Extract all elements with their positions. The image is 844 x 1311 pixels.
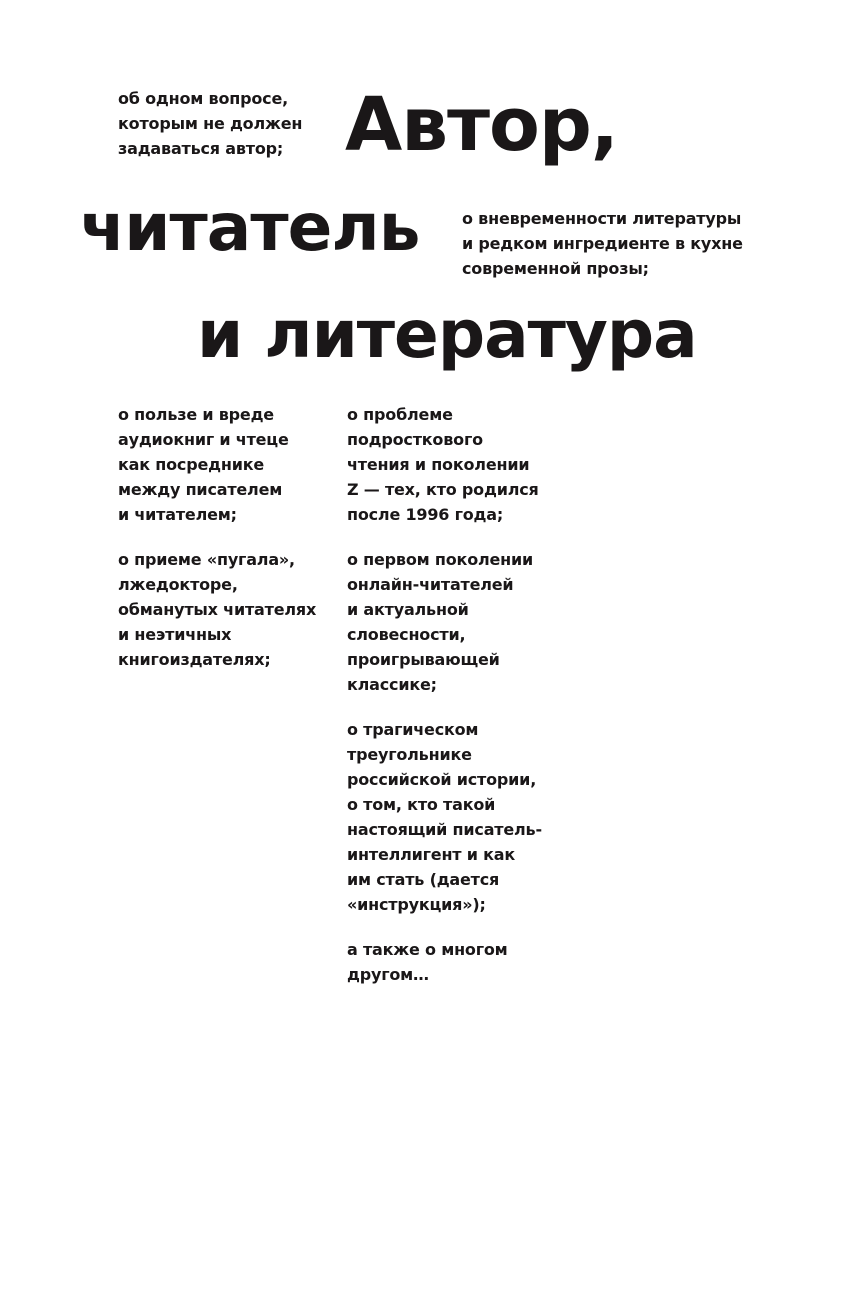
- topic-line: российской истории,: [347, 770, 537, 789]
- intro-right-line: о вневременности литературы: [462, 209, 742, 228]
- topic-paragraph: [118, 402, 316, 527]
- title-line-2: читатель: [80, 189, 420, 266]
- topic-line: и актуальной: [347, 600, 469, 619]
- intro-left-line: задаваться автор;: [118, 139, 284, 158]
- intro-left-line: об одном вопросе,: [118, 89, 288, 108]
- left-column: [118, 402, 316, 692]
- topic-line: «инструкция»);: [347, 895, 486, 914]
- intro-left-line: которым не должен: [118, 114, 303, 133]
- right-column: [347, 402, 542, 1007]
- topic-line: настоящий писатель-: [347, 820, 542, 839]
- topic-line: чтения и поколении: [347, 455, 530, 474]
- topic-line: интеллигент и как: [347, 845, 516, 864]
- topic-line: как посреднике: [118, 455, 265, 474]
- intro-right: [462, 206, 743, 281]
- topic-line: классике;: [347, 675, 437, 694]
- topic-paragraph: [347, 547, 542, 697]
- topic-line: им стать (дается: [347, 870, 500, 889]
- topic-line: онлайн-читателей: [347, 575, 514, 594]
- intro-left: [118, 86, 302, 161]
- topic-line: о проблеме: [347, 405, 453, 424]
- topic-line: о трагическом: [347, 720, 479, 739]
- topic-line: подросткового: [347, 430, 483, 449]
- topic-line: о приеме «пугала»,: [118, 550, 295, 569]
- topic-line: треугольнике: [347, 745, 472, 764]
- topic-line: о первом поколении: [347, 550, 534, 569]
- topic-paragraph: [347, 402, 542, 527]
- topic-line: о том, кто такой: [347, 795, 496, 814]
- topic-paragraph: [347, 937, 542, 987]
- topic-line: и читателем;: [118, 505, 237, 524]
- title-line-1: Автор,: [345, 82, 618, 168]
- topic-line: Z — тех, кто родился: [347, 480, 539, 499]
- topic-line: словесности,: [347, 625, 466, 644]
- topic-paragraph: [347, 717, 542, 917]
- topic-line: обманутых читателях: [118, 600, 317, 619]
- intro-right-line: современной прозы;: [462, 259, 649, 278]
- topic-line: аудиокниг и чтеце: [118, 430, 289, 449]
- topic-line: после 1996 года;: [347, 505, 504, 524]
- topic-line: а также о многом: [347, 940, 508, 959]
- topic-line: книгоиздателях;: [118, 650, 271, 669]
- topic-paragraph: [118, 547, 316, 672]
- topic-line: лжедокторе,: [118, 575, 238, 594]
- topic-line: проигрывающей: [347, 650, 500, 669]
- topic-line: между писателем: [118, 480, 283, 499]
- topic-line: о пользе и вреде: [118, 405, 274, 424]
- topic-line: и неэтичных: [118, 625, 232, 644]
- title-line-3: и литература: [197, 296, 697, 373]
- intro-right-line: и редком ингредиенте в кухне: [462, 234, 743, 253]
- topic-line: другом…: [347, 965, 429, 984]
